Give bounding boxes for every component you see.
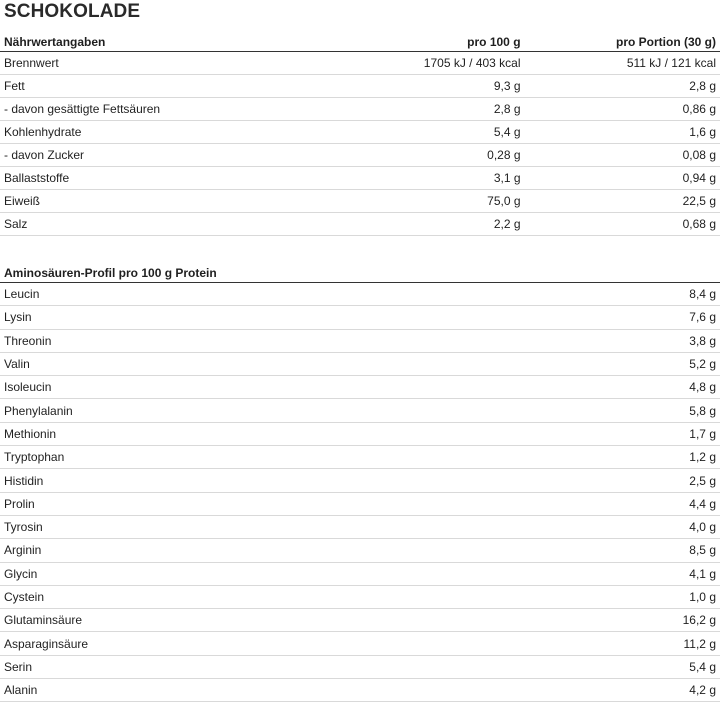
- nutrient-portion: 0,68 g: [525, 213, 720, 236]
- nutrition-rows: [0, 52, 720, 236]
- amino-header: Aminosäuren-Profil pro 100 g Protein: [0, 264, 720, 283]
- amino-name: Tryptophan: [0, 446, 497, 469]
- table-row: [0, 306, 720, 329]
- nutrient-portion: 0,86 g: [525, 98, 720, 121]
- amino-value: 4,4 g: [497, 492, 720, 515]
- table-row: [0, 144, 720, 167]
- amino-name: Valin: [0, 352, 497, 375]
- amino-name: Prolin: [0, 492, 497, 515]
- amino-value: 1,7 g: [497, 422, 720, 445]
- nutrient-name: - davon gesättigte Fettsäuren: [0, 98, 333, 121]
- table-row: [0, 585, 720, 608]
- nutrient-per100: 5,4 g: [333, 121, 524, 144]
- table-row: [0, 52, 720, 75]
- amino-name: Lysin: [0, 306, 497, 329]
- nutrient-portion: 2,8 g: [525, 75, 720, 98]
- table-row: [0, 190, 720, 213]
- amino-name: Phenylalanin: [0, 399, 497, 422]
- amino-name: Methionin: [0, 422, 497, 445]
- amino-name: Histidin: [0, 469, 497, 492]
- table-row: [0, 515, 720, 538]
- table-row: [0, 75, 720, 98]
- nutrient-per100: 1705 kJ / 403 kcal: [333, 52, 524, 75]
- nutrition-header-label: Nährwertangaben: [0, 33, 333, 52]
- nutrient-per100: 0,28 g: [333, 144, 524, 167]
- nutrition-table: [0, 33, 720, 236]
- table-row: [0, 329, 720, 352]
- table-row: [0, 469, 720, 492]
- amino-name: Glutaminsäure: [0, 609, 497, 632]
- amino-value: 11,2 g: [497, 632, 720, 655]
- table-row: [0, 283, 720, 306]
- nutrient-per100: 9,3 g: [333, 75, 524, 98]
- table-row: [0, 632, 720, 655]
- nutrient-name: Kohlenhydrate: [0, 121, 333, 144]
- nutrient-portion: 511 kJ / 121 kcal: [525, 52, 720, 75]
- amino-value: 4,0 g: [497, 515, 720, 538]
- amino-value: 5,8 g: [497, 399, 720, 422]
- nutrient-name: Ballaststoffe: [0, 167, 333, 190]
- table-row: [0, 539, 720, 562]
- nutrient-portion: 22,5 g: [525, 190, 720, 213]
- amino-name: Alanin: [0, 679, 497, 702]
- amino-value: 2,5 g: [497, 469, 720, 492]
- table-row: [0, 562, 720, 585]
- nutrition-header-per100: pro 100 g: [333, 33, 524, 52]
- table-row: [0, 167, 720, 190]
- amino-value: 7,6 g: [497, 306, 720, 329]
- table-row: [0, 492, 720, 515]
- amino-name: Glycin: [0, 562, 497, 585]
- nutrient-portion: 1,6 g: [525, 121, 720, 144]
- amino-value: 1,2 g: [497, 446, 720, 469]
- amino-value: 8,4 g: [497, 283, 720, 306]
- nutrient-per100: 75,0 g: [333, 190, 524, 213]
- table-row: [0, 422, 720, 445]
- amino-rows: [0, 283, 720, 702]
- nutrient-name: Salz: [0, 213, 333, 236]
- nutrient-name: Eiweiß: [0, 190, 333, 213]
- amino-value: 4,2 g: [497, 679, 720, 702]
- amino-name: Arginin: [0, 539, 497, 562]
- nutrition-header-portion: pro Portion (30 g): [525, 33, 720, 52]
- nutrient-portion: 0,94 g: [525, 167, 720, 190]
- nutrient-name: Fett: [0, 75, 333, 98]
- amino-value: 5,2 g: [497, 352, 720, 375]
- nutrient-per100: 3,1 g: [333, 167, 524, 190]
- amino-name: Threonin: [0, 329, 497, 352]
- table-row: [0, 121, 720, 144]
- amino-name: Asparaginsäure: [0, 632, 497, 655]
- table-row: [0, 679, 720, 702]
- nutrient-per100: 2,8 g: [333, 98, 524, 121]
- amino-name: Cystein: [0, 585, 497, 608]
- amino-value: 4,8 g: [497, 376, 720, 399]
- amino-name: Serin: [0, 655, 497, 678]
- nutrition-header-row: [0, 33, 720, 52]
- nutrient-name: - davon Zucker: [0, 144, 333, 167]
- amino-value: 1,0 g: [497, 585, 720, 608]
- table-row: [0, 655, 720, 678]
- amino-value: 16,2 g: [497, 609, 720, 632]
- table-row: [0, 213, 720, 236]
- nutrient-per100: 2,2 g: [333, 213, 524, 236]
- amino-value: 5,4 g: [497, 655, 720, 678]
- table-row: [0, 376, 720, 399]
- table-row: [0, 352, 720, 375]
- amino-name: Tyrosin: [0, 515, 497, 538]
- amino-header-row: [0, 264, 720, 283]
- table-row: [0, 609, 720, 632]
- amino-acid-table: [0, 264, 720, 702]
- amino-name: Leucin: [0, 283, 497, 306]
- amino-value: 3,8 g: [497, 329, 720, 352]
- page-title: SCHOKOLADE: [4, 1, 141, 22]
- nutrient-portion: 0,08 g: [525, 144, 720, 167]
- amino-value: 8,5 g: [497, 539, 720, 562]
- table-row: [0, 399, 720, 422]
- table-row: [0, 446, 720, 469]
- nutrient-name: Brennwert: [0, 52, 333, 75]
- table-row: [0, 98, 720, 121]
- amino-name: Isoleucin: [0, 376, 497, 399]
- amino-value: 4,1 g: [497, 562, 720, 585]
